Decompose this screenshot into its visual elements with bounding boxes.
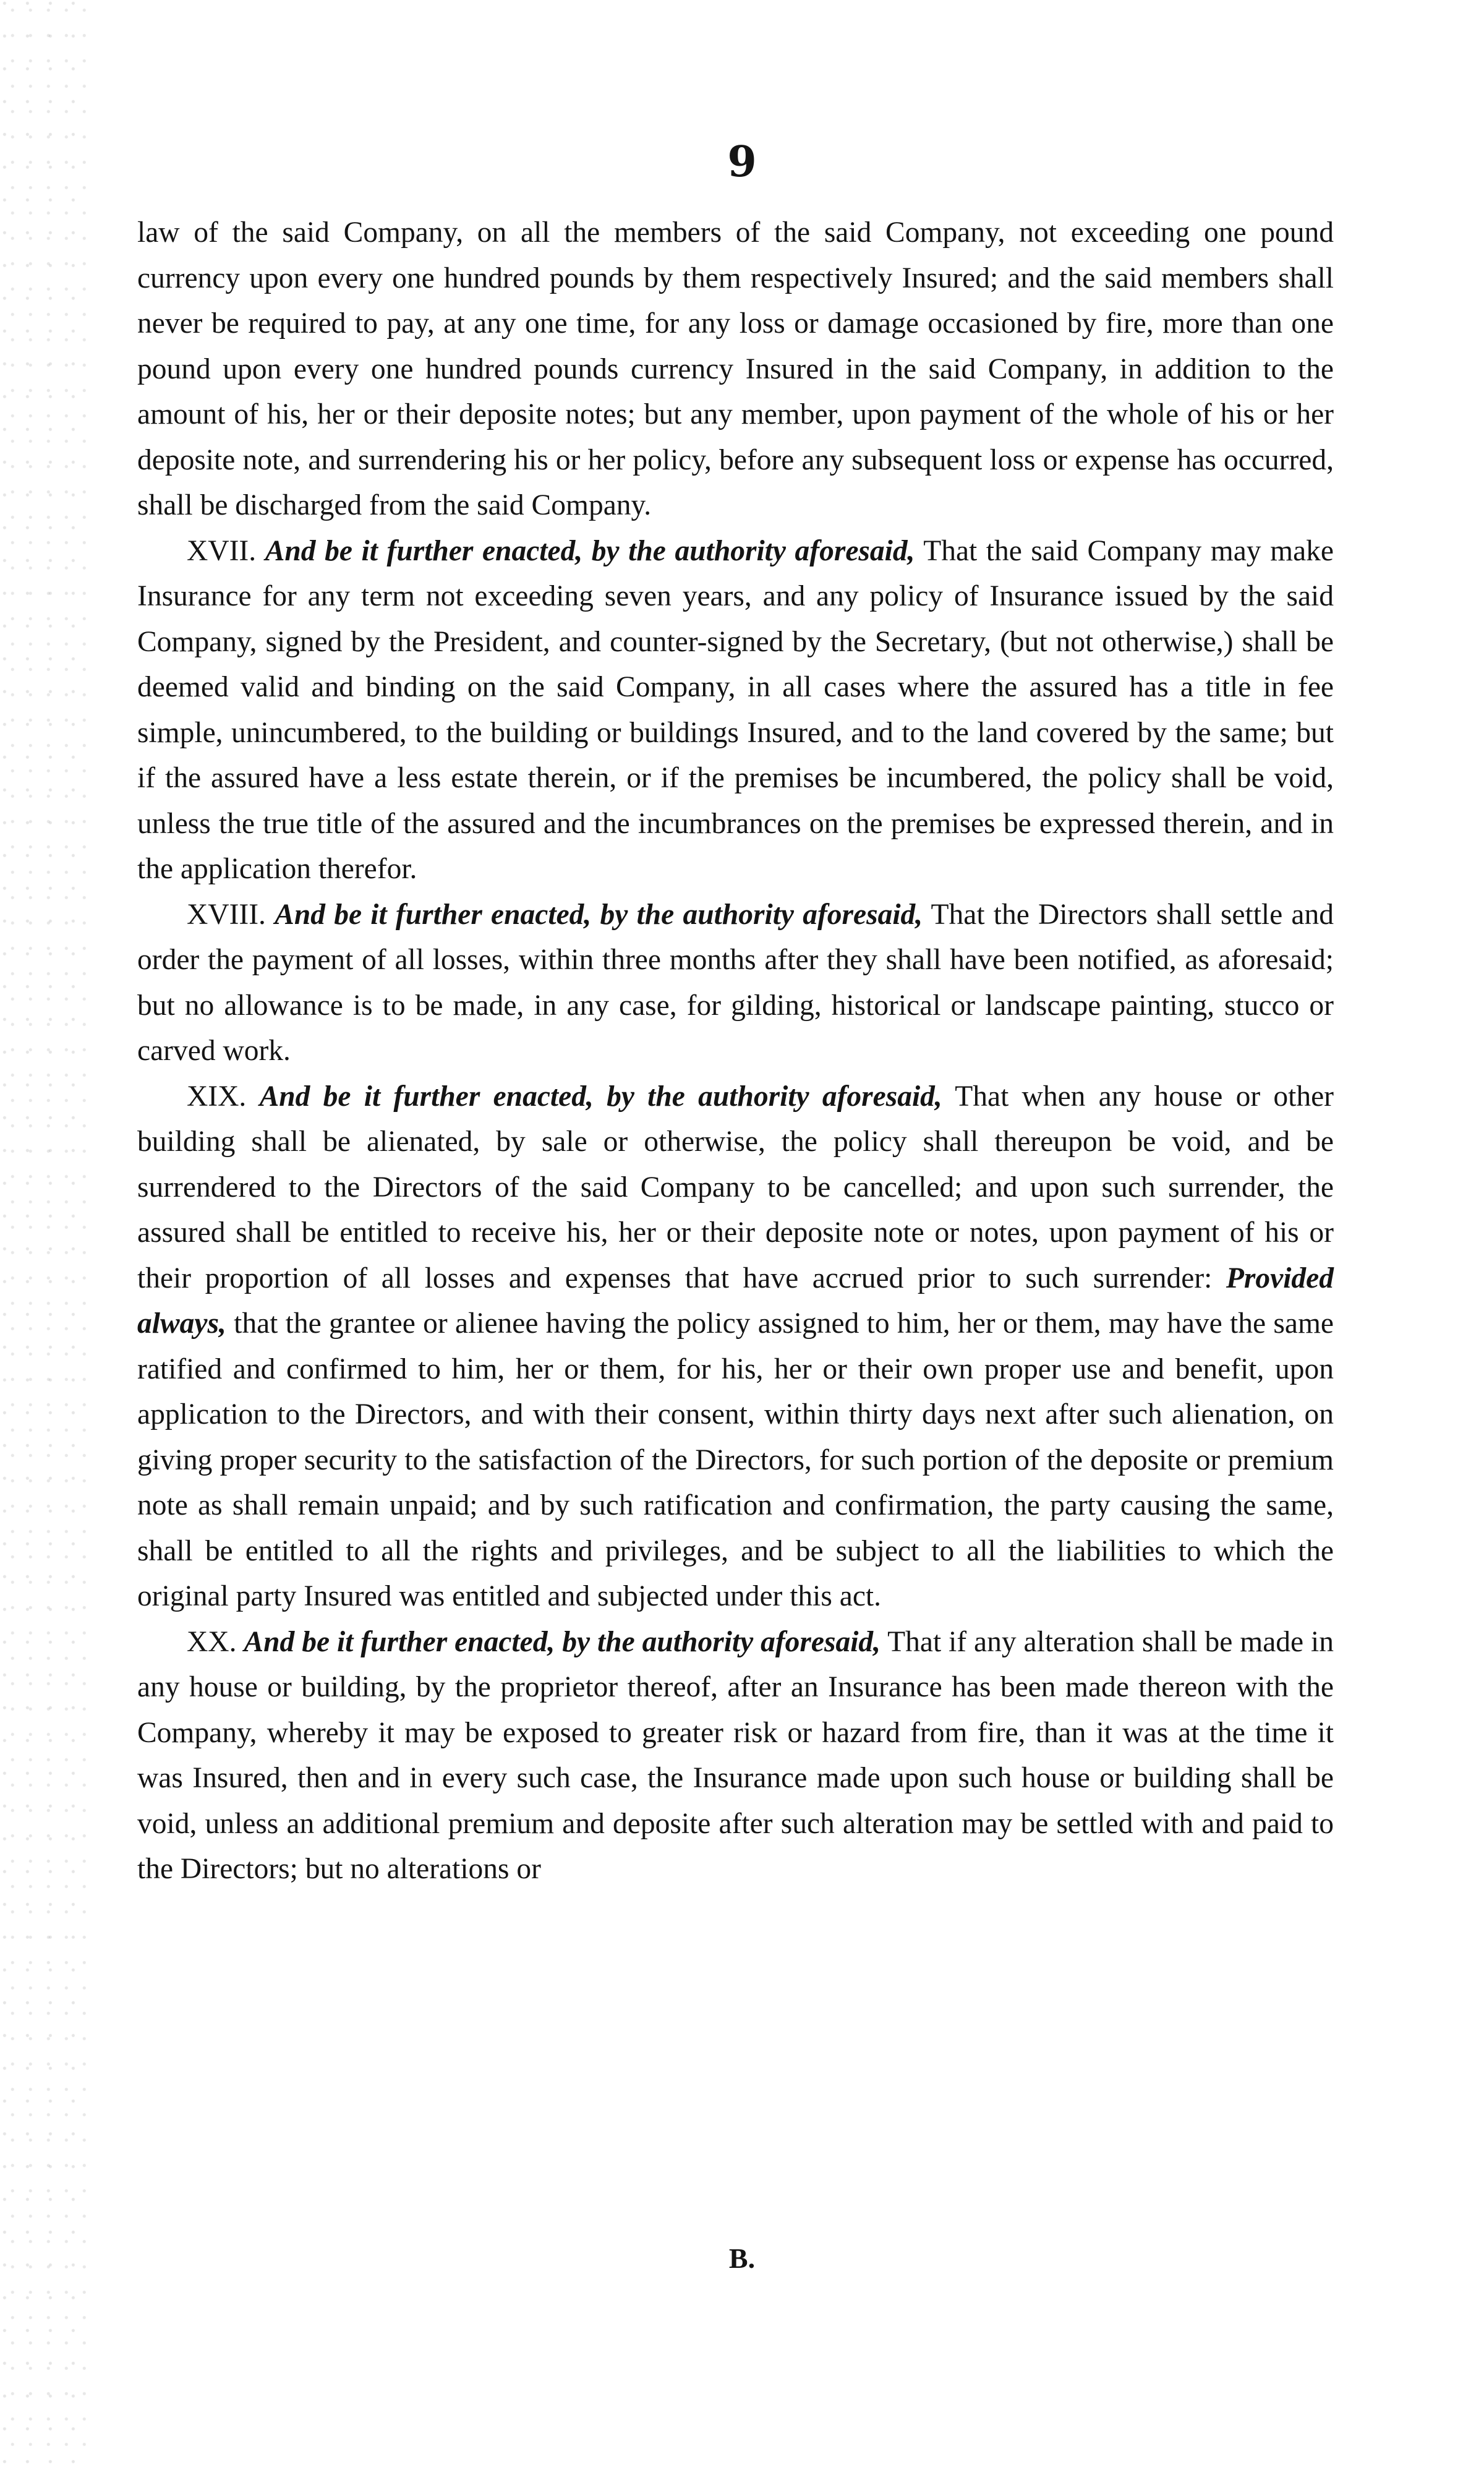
section-number: XX. bbox=[187, 1625, 237, 1658]
body-text bbox=[137, 210, 1334, 1892]
paragraph-text: That if any alteration shall be made in any house or building, by the proprietor thereof, after an Insurance has been made thereon with the Company, whereby it may be exposed to greater risk or hazard from fire, than it was at the time it was Insured, then and in every such case, the Insurance made upon such house or building shall be void, unless an additional premium and deposite after such alteration may be settled with and paid to the Directors; but no alterations or bbox=[137, 1625, 1334, 1885]
section-number: XIX. bbox=[187, 1080, 247, 1113]
paragraph-text: law of the said Company, on all the members of the said Company, not exceeding one pound currency upon every one hundred pounds by them respectively Insured; and the said members shall never be required to pay, at any one time, for any loss or damage occasioned by fire, more than one pound upon every one hundred pounds currency Insured in the said Company, in addition to the amount of his, her or their deposite notes; but any member, upon payment of the whole of his or her deposite note, and surrendering his or her policy, before any subsequent loss or expense has occurred, shall be discharged from the said Company. bbox=[137, 216, 1334, 521]
paragraph-text: That the Directors shall settle and order the payment of all losses, within three months after they shall have been notified, as aforesaid; but no allowance is to be made, in any case, for gilding, historical or landscape painting, stucco or carved work. bbox=[137, 898, 1334, 1067]
section-number: XVII. bbox=[187, 534, 257, 567]
section-xvii bbox=[137, 529, 1334, 892]
paragraph-continued bbox=[137, 210, 1334, 529]
proviso-clause: Provided always, bbox=[137, 1262, 1334, 1340]
signature-mark: B. bbox=[728, 2243, 756, 2274]
scan-margin-noise bbox=[0, 0, 87, 2467]
section-xviii bbox=[137, 892, 1334, 1074]
page-number: 9 bbox=[727, 137, 757, 187]
paragraph-text: That when any house or other building shall be alienated, by sale or otherwise, the policy shall thereupon be void, and be surrendered to the Directors of the said Company to be cancelled; and upon such surrender, the assured shall be entitled to receive his, her or their deposite note or notes, upon payment of his or their proportion of all losses and expenses that have accrued prior to such surrender: bbox=[137, 1080, 1334, 1294]
enacting-clause: And be it further enacted, by the authority aforesaid, bbox=[259, 1080, 942, 1113]
section-number: XVIII. bbox=[187, 898, 266, 931]
paragraph-text: That the said Company may make Insurance for any term not exceeding seven years, and any policy of Insurance issued by the said Company, signed by the President, and counter-signed by the Secretary, (but not otherwise,) shall be deemed valid and binding on the said Company, in all cases where the assured has a title in fee simple, unincumbered, to the building or buildings Insured, and to the land covered by the same; but if the assured have a less estate therein, or if the premises be incumbered, the policy shall be void, unless the true title of the assured and the incumbrances on the premises be expressed therein, and in the application therefor. bbox=[137, 534, 1334, 885]
enacting-clause: And be it further enacted, by the authority aforesaid, bbox=[275, 898, 923, 931]
section-xx bbox=[137, 1620, 1334, 1892]
enacting-clause: And be it further enacted, by the authority aforesaid, bbox=[265, 534, 915, 567]
paragraph-text-after: that the grantee or alienee having the policy assigned to him, her or them, may have the same ratified and confirmed to him, her or them, for his, her or their own proper use and benefit, upon application to the Directors, and with their consent, within thirty days next after such alienation, on giving proper security to the satisfaction of the Directors, for such portion of the deposite or premium note as shall remain unpaid; and by such ratification and confirmation, the party causing the same, shall be entitled to all the rights and privileges, and be subject to all the liabilities to which the original party Insured was entitled and subjected under this act. bbox=[137, 1307, 1334, 1612]
section-xix bbox=[137, 1074, 1334, 1620]
enacting-clause: And be it further enacted, by the authority aforesaid, bbox=[244, 1625, 881, 1658]
